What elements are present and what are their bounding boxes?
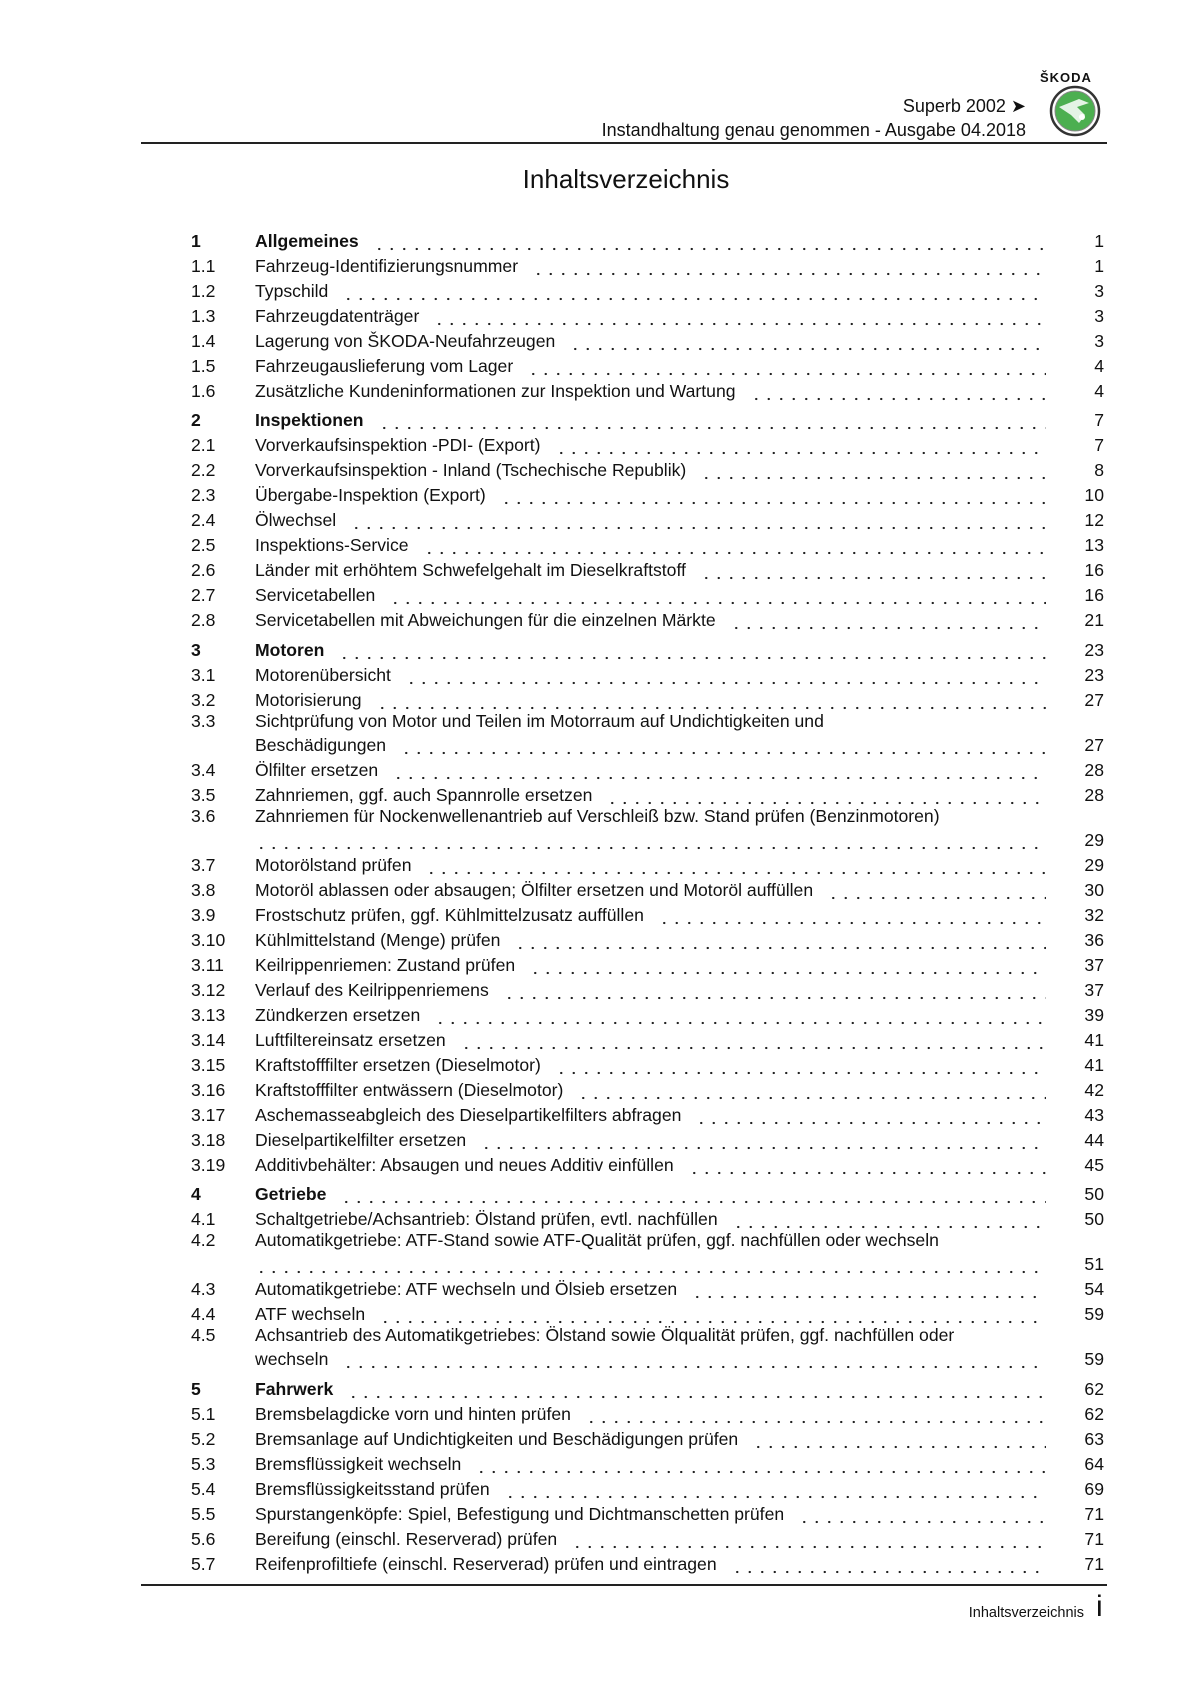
toc-title: Lagerung von ŠKODA-Neufahrzeugen: [255, 330, 556, 351]
dot-leader: [425, 856, 1046, 876]
toc-title: Servicetabellen mit Abweichungen für die einzelnen Märkte: [255, 610, 716, 630]
toc-entry[interactable]: [191, 1101, 1104, 1126]
toc-page: 54: [1084, 1279, 1104, 1299]
toc-page: 62: [1084, 1403, 1104, 1424]
toc-entry[interactable]: [191, 277, 1104, 302]
toc-entry[interactable]: [191, 1026, 1104, 1051]
toc-page: 50: [1084, 1209, 1104, 1229]
toc-title: Automatikgetriebe: ATF wechseln und Ölsieb ersetzen: [255, 1279, 678, 1299]
toc-page: 23: [1084, 664, 1104, 685]
dot-leader: [827, 881, 1046, 901]
toc-title: Ölfilter ersetzen: [255, 759, 379, 780]
toc-title: Automatikgetriebe: ATF-Stand sowie ATF-Qualität prüfen, ggf. nachfüllen oder wechseln: [255, 1230, 939, 1250]
toc-entry[interactable]: [191, 1400, 1104, 1425]
dot-leader: [532, 257, 1046, 277]
toc-number: 3.17: [191, 1104, 226, 1125]
toc-number: 3.14: [191, 1029, 226, 1050]
toc-number: 3.12: [191, 979, 226, 1000]
toc-entry[interactable]: [191, 1425, 1104, 1450]
toc-number: 1: [191, 230, 201, 251]
dot-leader: [571, 1530, 1046, 1550]
toc-title: Spurstangenköpfe: Spiel, Befestigung und Dichtmanschetten prüfen: [255, 1503, 785, 1524]
toc-number: 2.6: [191, 560, 216, 580]
toc-number: 4.2: [191, 1230, 216, 1250]
toc-page: 1: [1094, 230, 1104, 251]
toc-number: 2.4: [191, 510, 216, 530]
toc-number: 3.7: [191, 854, 216, 875]
dot-leader: [475, 1455, 1046, 1475]
toc-entry[interactable]: [191, 1151, 1104, 1176]
toc-entry[interactable]: [191, 252, 1104, 277]
toc-number: 3.15: [191, 1054, 226, 1075]
toc-title: Allgemeines: [255, 230, 359, 251]
dot-leader: [379, 1305, 1046, 1325]
toc-title: Luftfiltereinsatz ersetzen: [255, 1029, 446, 1050]
dot-leader: [529, 956, 1046, 976]
dot-leader: [342, 282, 1046, 302]
dot-leader: [378, 411, 1046, 431]
toc-chapter[interactable]: [191, 1180, 1104, 1205]
dot-leader: [606, 786, 1046, 806]
toc-number: 4.1: [191, 1209, 216, 1229]
toc-title: Bremsanlage auf Undichtigkeiten und Beschädigungen prüfen: [255, 1428, 739, 1449]
dot-leader: [691, 1280, 1046, 1300]
toc-title: Motorölstand prüfen: [255, 854, 412, 875]
page-title: Inhaltsverzeichnis: [522, 164, 730, 194]
toc-title: Schaltgetriebe/Achsantrieb: Ölstand prüfen, evtl. nachfüllen: [255, 1209, 718, 1229]
toc-number: 3.1: [191, 664, 216, 685]
toc-entry-body: [255, 711, 1104, 756]
toc-number: 1.1: [191, 255, 216, 276]
toc-page: 21: [1084, 610, 1104, 630]
toc-title: Aschemasseabgleich des Dieselpartikelfilters abfragen: [255, 1104, 682, 1125]
toc-page: 69: [1084, 1478, 1104, 1499]
toc-chapter[interactable]: [191, 636, 1104, 661]
toc-entry[interactable]: [191, 1525, 1104, 1550]
toc-page: 28: [1084, 784, 1104, 805]
toc-title: Motoröl ablassen oder absaugen; Ölfilter ersetzen und Motoröl auffüllen: [255, 879, 814, 900]
footer-divider: [141, 1584, 1107, 1586]
toc-number: 3.6: [191, 805, 216, 826]
toc-page: 41: [1084, 1029, 1104, 1050]
toc-number: 1.5: [191, 355, 216, 376]
dot-leader: [504, 1480, 1046, 1500]
dot-leader: [376, 691, 1046, 711]
toc-entry[interactable]: [191, 606, 1104, 631]
dot-leader: [503, 981, 1046, 1001]
dot-leader: [400, 736, 1046, 756]
dot-leader: [555, 436, 1046, 456]
toc-title: Frostschutz prüfen, ggf. Kühlmittelzusatz auffüllen: [255, 904, 644, 925]
toc-page: 71: [1084, 1503, 1104, 1524]
toc-number: 3.5: [191, 784, 216, 805]
toc-title: Servicetabellen: [255, 585, 376, 605]
toc-entry[interactable]: [191, 1051, 1104, 1076]
toc-page: 23: [1084, 639, 1104, 660]
toc-page: 3: [1094, 305, 1104, 326]
header-model: Superb 2002 ➤: [902, 96, 1026, 116]
toc-page: 3: [1094, 330, 1104, 351]
toc-entry[interactable]: [191, 1126, 1104, 1151]
toc-title: Typschild: [255, 280, 329, 301]
dot-leader: [342, 1350, 1046, 1370]
toc-number: 2.2: [191, 460, 216, 480]
toc-page: 64: [1084, 1453, 1104, 1474]
toc-title: Additivbehälter: Absaugen und neues Additiv einfüllen: [255, 1154, 674, 1175]
toc-number: 5.7: [191, 1553, 216, 1574]
dot-leader: [373, 232, 1046, 252]
toc-number: 3.2: [191, 689, 216, 710]
toc-page: 63: [1084, 1428, 1104, 1449]
dot-leader: [731, 1555, 1046, 1575]
toc-title: Kühlmittelstand (Menge) prüfen: [255, 929, 501, 950]
toc-entry[interactable]: [191, 1230, 1104, 1275]
dot-leader: [527, 357, 1046, 377]
dot-leader: [798, 1505, 1046, 1525]
toc-number: 3.19: [191, 1154, 226, 1175]
toc-title-continuation: [255, 1251, 1104, 1276]
toc-page: 29: [1084, 854, 1104, 875]
dot-leader: [423, 536, 1046, 556]
toc-title: Zusätzliche Kundeninformationen zur Inspektion und Wartung: [255, 380, 736, 401]
dot-leader: [732, 1210, 1046, 1230]
toc-entry[interactable]: [191, 1450, 1104, 1475]
toc-page: 12: [1084, 510, 1104, 530]
toc-title: Reifenprofiltiefe (einschl. Reserverad) prüfen und eintragen: [255, 1553, 717, 1574]
toc-title: Zahnriemen für Nockenwellenantrieb auf Verschleiß bzw. Stand prüfen (Benzinmotoren): [255, 805, 940, 826]
dot-leader: [569, 332, 1046, 352]
toc-page: 1: [1094, 255, 1104, 276]
toc-chapter[interactable]: [191, 227, 1104, 252]
toc-page: 27: [1084, 689, 1104, 710]
toc-page: 71: [1084, 1553, 1104, 1574]
dot-leader: [460, 1031, 1046, 1051]
toc-title: Verlauf des Keilrippenriemens: [255, 979, 489, 1000]
toc-entry[interactable]: [191, 302, 1104, 327]
toc-title: Motorenübersicht: [255, 664, 391, 685]
toc-page: 45: [1084, 1154, 1104, 1175]
toc-title: Vorverkaufsinspektion - Inland (Tschechische Republik): [255, 460, 687, 480]
toc-title: Fahrzeugauslieferung vom Lager: [255, 355, 514, 376]
toc-number: 3.13: [191, 1004, 226, 1025]
toc-page: 3: [1094, 280, 1104, 301]
toc-page: 71: [1084, 1528, 1104, 1549]
toc-number: 1.4: [191, 330, 216, 351]
toc-title: ATF wechseln: [255, 1304, 366, 1324]
dot-leader: [433, 307, 1046, 327]
toc-page: 44: [1084, 1129, 1104, 1150]
toc-title: Inspektions-Service: [255, 535, 409, 555]
toc-number: 3.18: [191, 1129, 226, 1150]
dot-leader: [585, 1405, 1046, 1425]
toc-entry[interactable]: [191, 661, 1104, 686]
header-divider: [141, 142, 1107, 144]
toc-page: 16: [1084, 560, 1104, 580]
toc-title: Bereifung (einschl. Reserverad) prüfen: [255, 1528, 558, 1549]
skoda-logo-icon: [1049, 85, 1101, 137]
toc-entry[interactable]: [191, 1325, 1104, 1370]
toc-page: 41: [1084, 1054, 1104, 1075]
dot-leader: [695, 1106, 1046, 1126]
dot-leader: [750, 382, 1046, 402]
toc-entry[interactable]: [191, 327, 1104, 352]
toc-entry[interactable]: [191, 686, 1104, 711]
dot-leader: [350, 511, 1046, 531]
toc-title: Vorverkaufsinspektion -PDI- (Export): [255, 435, 541, 455]
toc-number: 5.2: [191, 1428, 216, 1449]
toc-page: 59: [1084, 1304, 1104, 1324]
toc-page: 7: [1094, 410, 1104, 430]
dot-leader: [688, 1156, 1046, 1176]
toc-number: 3.4: [191, 759, 216, 780]
toc-page: 13: [1084, 535, 1104, 555]
toc-entry[interactable]: [191, 1550, 1104, 1575]
toc-page: 37: [1084, 954, 1104, 975]
toc-entry[interactable]: [191, 431, 1104, 456]
toc-entry[interactable]: [191, 711, 1104, 756]
toc-number: 5.4: [191, 1478, 216, 1499]
toc-title-line2: Beschädigungen: [255, 734, 387, 755]
toc-title: Kraftstofffilter ersetzen (Dieselmotor): [255, 1054, 541, 1075]
toc-page: 51: [1084, 1254, 1104, 1274]
toc-page: 30: [1084, 879, 1104, 900]
toc-number: 4.4: [191, 1304, 216, 1324]
toc-title: Motorisierung: [255, 689, 362, 710]
toc-entry[interactable]: [191, 806, 1104, 851]
toc-entry[interactable]: [191, 531, 1104, 556]
toc-number: 1.3: [191, 305, 216, 326]
toc-title: Sichtprüfung von Motor und Teilen im Motorraum auf Undichtigkeiten und: [255, 710, 824, 731]
dot-leader: [392, 761, 1046, 781]
toc-number: 4: [191, 1184, 201, 1204]
toc-title-continuation: [255, 731, 1104, 756]
toc-number: 3.3: [191, 710, 216, 731]
toc-number: 4.5: [191, 1325, 216, 1345]
dot-leader: [514, 931, 1046, 951]
toc-number: 5: [191, 1378, 201, 1399]
toc-page: 32: [1084, 904, 1104, 925]
toc-entry[interactable]: [191, 901, 1104, 926]
toc-number: 3.10: [191, 929, 226, 950]
dot-leader: [405, 666, 1046, 686]
toc-page: 36: [1084, 929, 1104, 950]
dot-leader: [480, 1131, 1046, 1151]
toc-title: Ölwechsel: [255, 510, 337, 530]
toc-entry[interactable]: [191, 352, 1104, 377]
toc-number: 1.2: [191, 280, 216, 301]
toc-entry[interactable]: [191, 951, 1104, 976]
toc-page: 37: [1084, 979, 1104, 1000]
toc-number: 2.7: [191, 585, 216, 605]
header-subtitle: Instandhaltung genau genommen - Ausgabe 04.2018: [601, 120, 1026, 140]
dot-leader: [500, 486, 1046, 506]
toc-entry[interactable]: [191, 1076, 1104, 1101]
toc-chapter[interactable]: [191, 1375, 1104, 1400]
toc-number: 3: [191, 639, 201, 660]
toc-number: 5.6: [191, 1528, 216, 1549]
toc-title: Fahrwerk: [255, 1378, 334, 1399]
toc-entry[interactable]: [191, 926, 1104, 951]
toc-page: 29: [1084, 829, 1104, 850]
toc-page: 10: [1084, 485, 1104, 505]
toc-title: Inspektionen: [255, 410, 364, 430]
toc-title: Zahnriemen, ggf. auch Spannrolle ersetzen: [255, 784, 593, 805]
dot-leader: [340, 1185, 1046, 1205]
toc-number: 3.16: [191, 1079, 226, 1100]
dot-leader: [338, 641, 1046, 661]
toc-entry[interactable]: [191, 481, 1104, 506]
toc-title: Bremsbelagdicke vorn und hinten prüfen: [255, 1403, 571, 1424]
toc-entry-body: [255, 1230, 1104, 1275]
toc-title-continuation: [255, 826, 1104, 851]
dot-leader: [700, 561, 1046, 581]
toc-number: 5.1: [191, 1403, 216, 1424]
toc-page: 4: [1094, 355, 1104, 376]
toc-entry[interactable]: [191, 1300, 1104, 1325]
toc-page: 7: [1094, 435, 1104, 455]
toc-number: 2.3: [191, 485, 216, 505]
toc-chapter[interactable]: [191, 406, 1104, 431]
toc-entry[interactable]: [191, 756, 1104, 781]
toc-entry[interactable]: [191, 1205, 1104, 1230]
toc-entry[interactable]: [191, 456, 1104, 481]
toc-title: Motoren: [255, 639, 325, 660]
toc-title-line2: wechseln: [255, 1349, 329, 1369]
toc-number: 3.9: [191, 904, 216, 925]
dot-leader: [255, 1255, 1046, 1275]
toc-number: 1.6: [191, 380, 216, 401]
toc-entry[interactable]: [191, 1500, 1104, 1525]
toc-title: Dieselpartikelfilter ersetzen: [255, 1129, 467, 1150]
toc-title: Getriebe: [255, 1184, 327, 1204]
toc-entry[interactable]: [191, 556, 1104, 581]
toc-entry[interactable]: [191, 781, 1104, 806]
toc-entry[interactable]: [191, 506, 1104, 531]
toc-page: 62: [1084, 1378, 1104, 1399]
toc-entry[interactable]: [191, 377, 1104, 402]
toc-number: 5.3: [191, 1453, 216, 1474]
dot-leader: [577, 1081, 1046, 1101]
toc-number: 2.8: [191, 610, 216, 630]
dot-leader: [434, 1006, 1046, 1026]
table-of-contents: [191, 222, 1104, 1575]
dot-leader: [255, 831, 1046, 851]
toc-page: 50: [1084, 1184, 1104, 1204]
toc-entry[interactable]: [191, 581, 1104, 606]
toc-page: 28: [1084, 759, 1104, 780]
toc-page: 16: [1084, 585, 1104, 605]
toc-number: 3.11: [191, 954, 224, 975]
toc-page: 59: [1084, 1349, 1104, 1369]
toc-number: 4.3: [191, 1279, 216, 1299]
toc-title: Übergabe-Inspektion (Export): [255, 485, 486, 505]
footer-section: Inhaltsverzeichnis: [968, 1605, 1084, 1621]
toc-title-continuation: [255, 1346, 1104, 1371]
toc-page: 27: [1084, 734, 1104, 755]
toc-entry[interactable]: [191, 976, 1104, 1001]
toc-entry[interactable]: [191, 851, 1104, 876]
toc-title: Bremsflüssigkeit wechseln: [255, 1453, 462, 1474]
dot-leader: [555, 1056, 1046, 1076]
toc-title: Bremsflüssigkeitsstand prüfen: [255, 1478, 490, 1499]
toc-number: 3.8: [191, 879, 216, 900]
toc-number: 5.5: [191, 1503, 216, 1524]
toc-page: 8: [1094, 460, 1104, 480]
dot-leader: [347, 1380, 1046, 1400]
dot-leader: [700, 461, 1046, 481]
toc-page: 39: [1084, 1004, 1104, 1025]
footer-page-number: i: [1096, 1590, 1103, 1623]
toc-page: 42: [1084, 1079, 1104, 1100]
toc-page: 43: [1084, 1104, 1104, 1125]
toc-title: Keilrippenriemen: Zustand prüfen: [255, 954, 516, 975]
dot-leader: [658, 906, 1046, 926]
toc-number: 2.1: [191, 435, 216, 455]
toc-entry[interactable]: [191, 1475, 1104, 1500]
toc-page: 4: [1094, 380, 1104, 401]
toc-number: 2.5: [191, 535, 216, 555]
toc-title: Achsantrieb des Automatikgetriebes: Ölstand sowie Ölqualität prüfen, ggf. nachfüllen oder: [255, 1325, 955, 1345]
toc-entry[interactable]: [191, 876, 1104, 901]
dot-leader: [752, 1430, 1046, 1450]
toc-entry-body: [255, 806, 1104, 851]
toc-title: Fahrzeugdatenträger: [255, 305, 420, 326]
toc-entry-body: [255, 1325, 1104, 1370]
dot-leader: [389, 586, 1046, 606]
brand-wordmark: ŠKODA: [1040, 70, 1092, 85]
toc-number: 2: [191, 410, 201, 430]
toc-title: Länder mit erhöhtem Schwefelgehalt im Dieselkraftstoff: [255, 560, 686, 580]
toc-title: Fahrzeug-Identifizierungsnummer: [255, 255, 519, 276]
toc-entry[interactable]: [191, 1001, 1104, 1026]
toc-title: Kraftstofffilter entwässern (Dieselmotor): [255, 1079, 564, 1100]
toc-entry[interactable]: [191, 1275, 1104, 1300]
toc-title: Zündkerzen ersetzen: [255, 1004, 421, 1025]
dot-leader: [730, 611, 1046, 631]
